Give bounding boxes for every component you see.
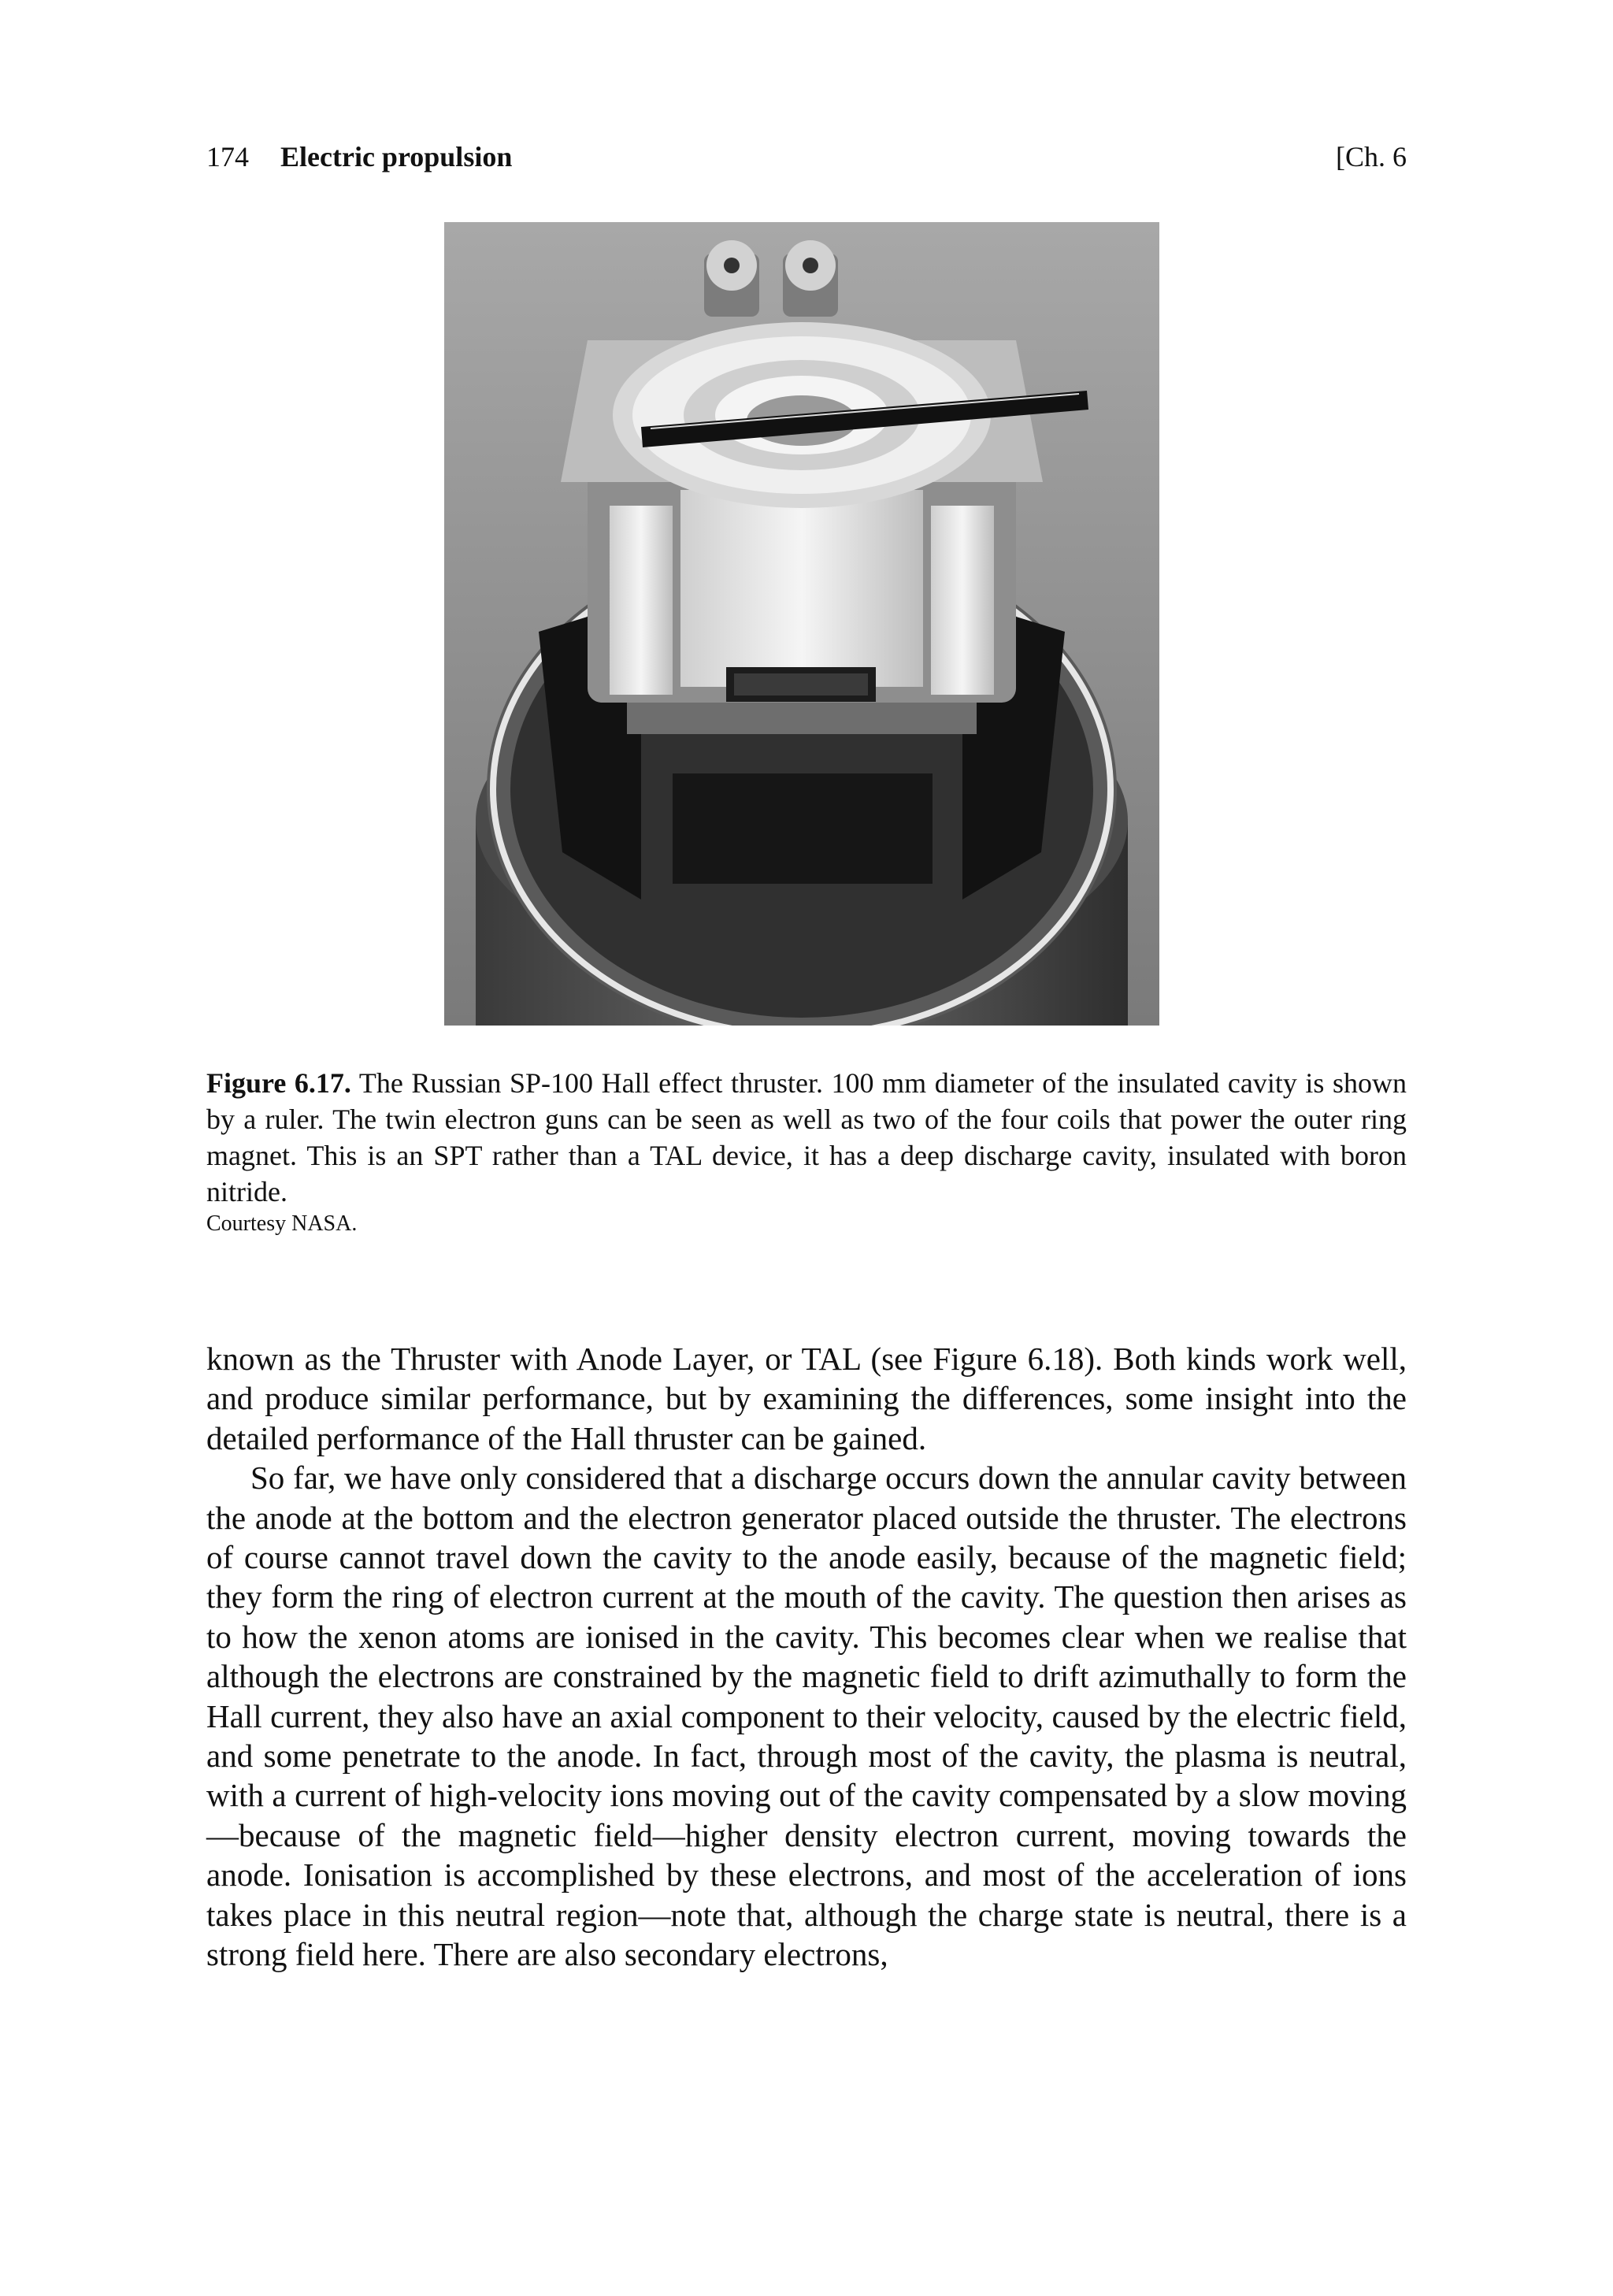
thruster-illustration: [444, 222, 1159, 1026]
figure-caption: [206, 1065, 1407, 1210]
caption-text: The Russian SP-100 Hall effect thruster. 100 mm diameter of the insulated cavity is shown by a ruler. The twin electron guns can be seen as well as two of the four coils that power the outer ring magnet. This is an SPT rather than a TAL device, it has a deep discharge cavity, insulated with boron nitride.: [206, 1067, 1407, 1207]
chapter-label: [Ch. 6: [1336, 141, 1407, 172]
figure-label: Figure 6.17.: [206, 1067, 351, 1099]
running-title: Electric propulsion: [280, 141, 513, 172]
paragraph-2: So far, we have only considered that a discharge occurs down the annular cavity between the anode at the bottom and the electron generator placed outside the thruster. The electrons of course cannot travel down the cavity to the anode easily, because of the magnetic field; they form the ring of electron current at the mouth of the cavity. The question then arises as to how the xenon atoms are ionised in the cavity. This becomes clear when we realise that although the electrons are constrained by the magnetic field to drift azimuthally to form the Hall current, they also have an axial component to their velocity, caused by the electric field, and some penetrate to the anode. In fact, through most of the cavity, the plasma is neutral, with a current of high-velocity ions moving out of the cavity compensated by a slow moving—because of the magnetic field—higher density electron current, moving towards the anode. Ionisation is accomplished by these electrons, and most of the acceleration of ions takes place in this neutral region—note that, although the charge state is neutral, there is a strong field here. There are also secondary electrons,: [206, 1460, 1407, 1973]
paragraph-1: known as the Thruster with Anode Layer, or TAL (see Figure 6.18). Both kinds work well, and produce similar performance, but by examining the differences, some insight into the detailed performance of the Hall thruster can be gained.: [206, 1341, 1407, 1456]
page-header: [206, 140, 1407, 180]
body-text: [206, 1339, 1407, 1975]
thruster-photo: [444, 222, 1159, 1026]
page-number: 174: [206, 141, 249, 172]
figure-credit: Courtesy NASA.: [206, 1211, 358, 1236]
